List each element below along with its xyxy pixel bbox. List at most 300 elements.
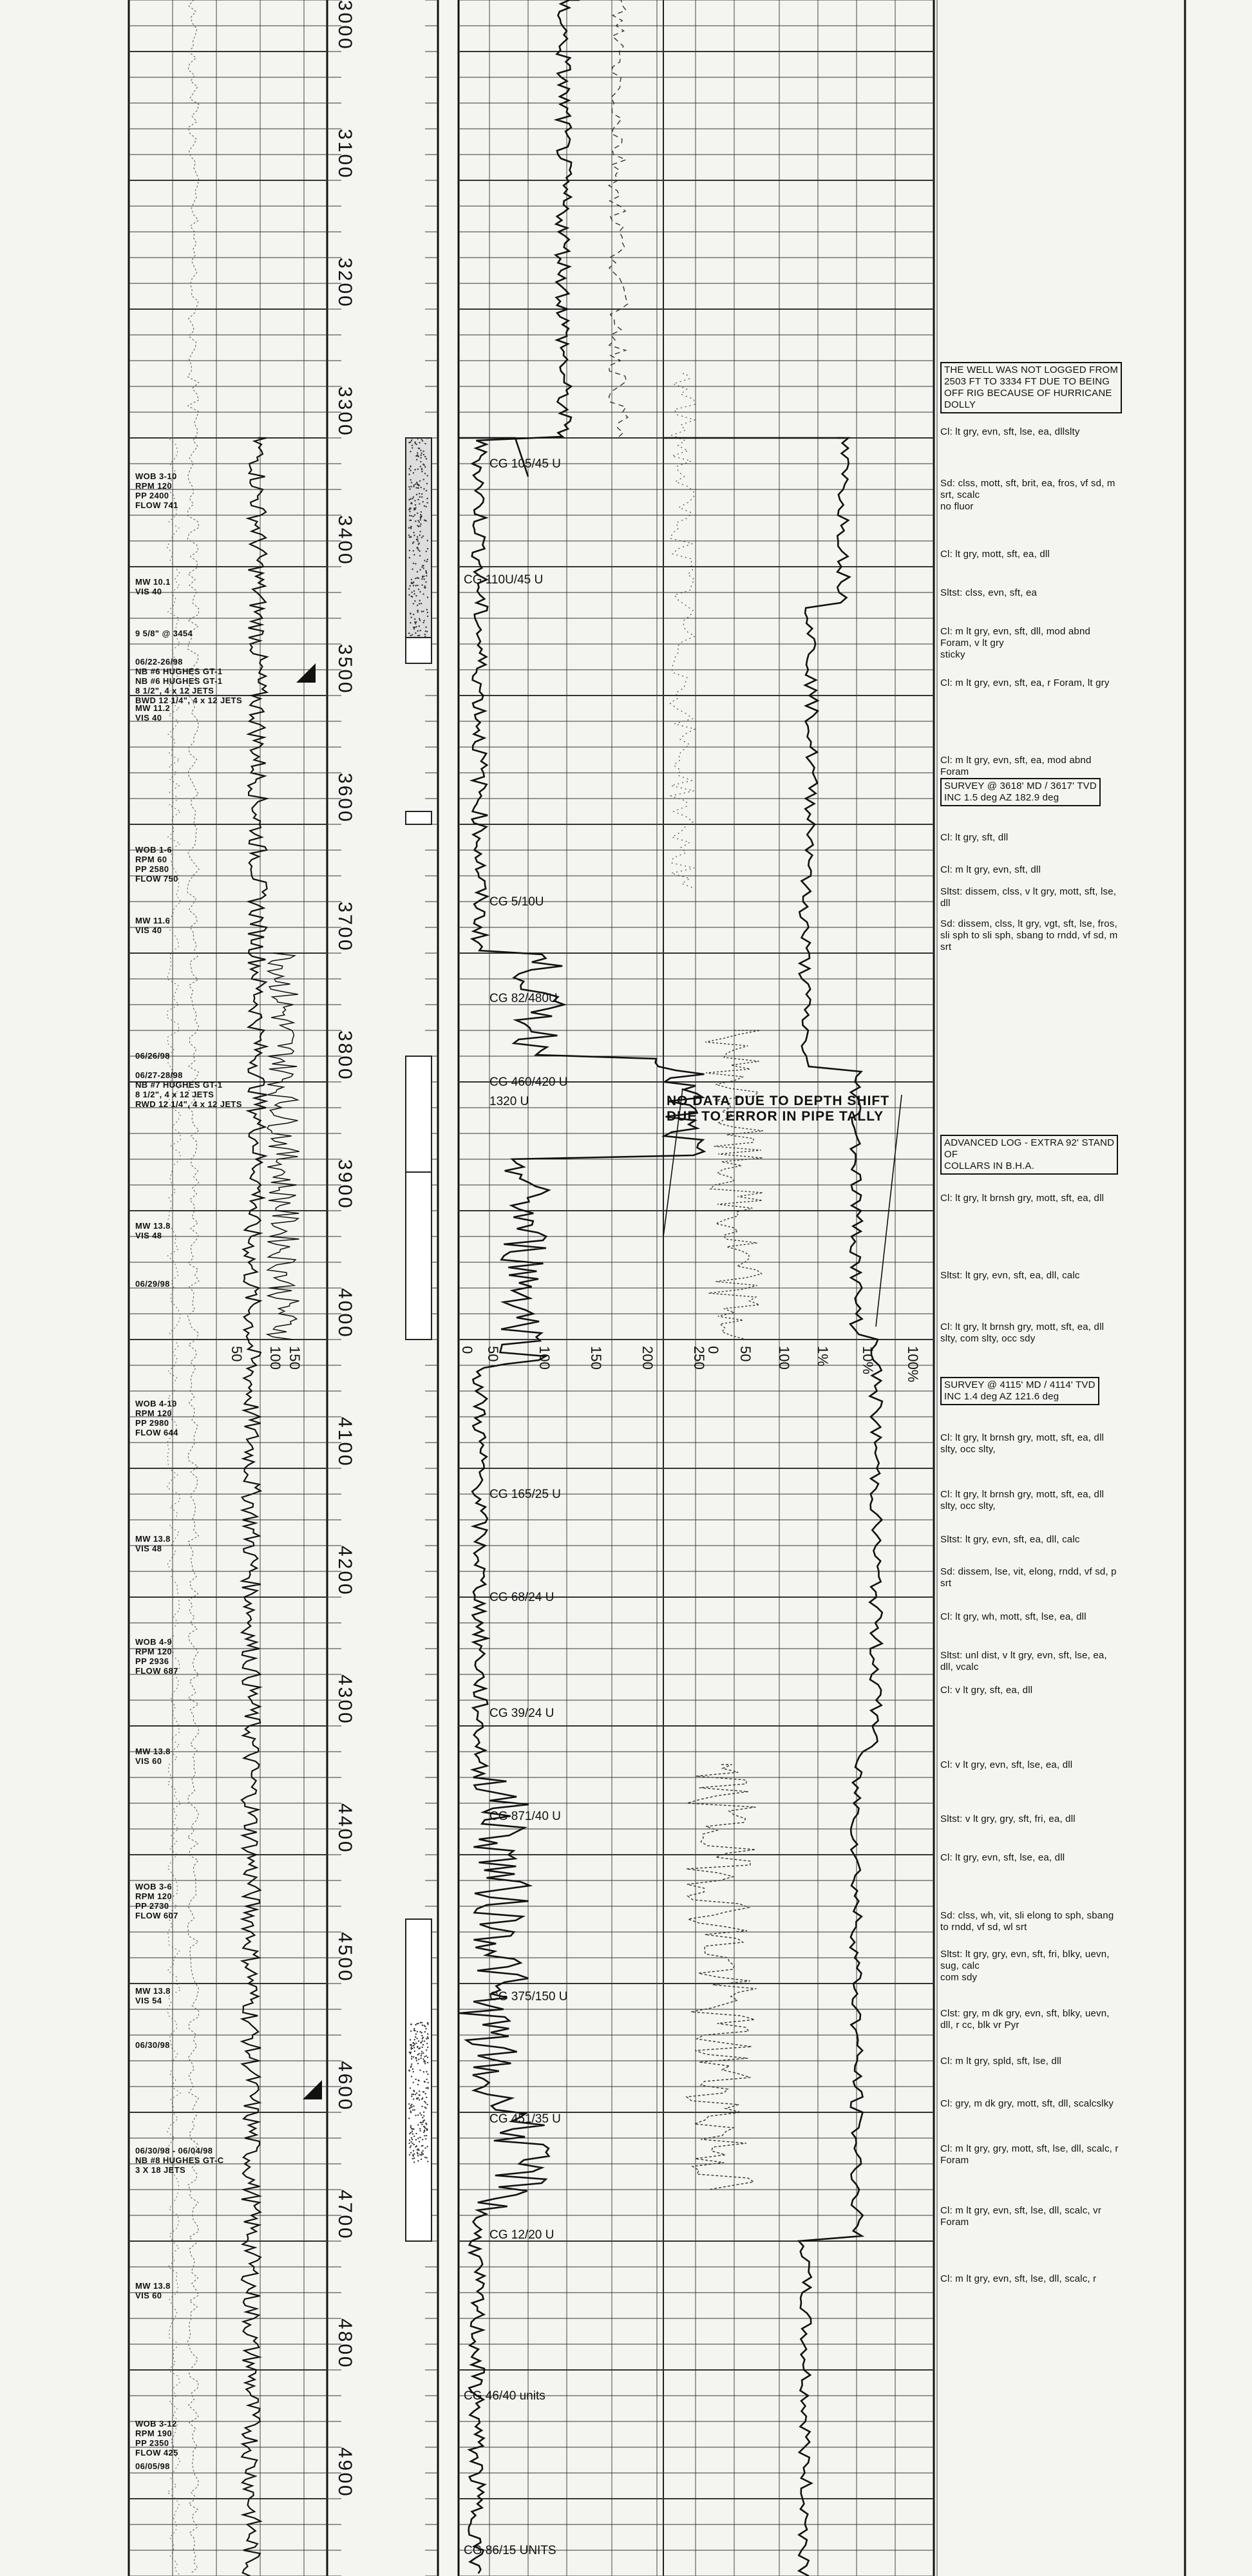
depth-label: 4500 bbox=[334, 1932, 356, 1983]
sand-dot bbox=[411, 2045, 412, 2047]
sand-dot bbox=[415, 2094, 416, 2095]
sand-dot bbox=[424, 585, 426, 587]
sand-dot bbox=[422, 2040, 423, 2041]
sand-dot bbox=[412, 516, 413, 517]
sand-dot bbox=[417, 513, 418, 514]
sand-dot bbox=[422, 2024, 423, 2025]
sand-dot bbox=[424, 2026, 426, 2027]
sand-dot bbox=[419, 2099, 420, 2100]
depth-label: 3800 bbox=[334, 1030, 356, 1081]
sand-dot bbox=[422, 621, 424, 623]
sand-dot bbox=[424, 2031, 426, 2032]
lithology-description: Sd: clss, mott, sft, brit, ea, fros, vf sd, m srt, scalc no fluor bbox=[940, 478, 1115, 512]
lithology-description: Cl: v lt gry, sft, ea, dll bbox=[940, 1685, 1033, 1696]
sand-dot bbox=[408, 588, 410, 589]
sand-dot bbox=[408, 2070, 410, 2071]
sand-dot bbox=[426, 609, 428, 611]
sand-dot bbox=[412, 498, 413, 499]
gas-reading-label: CG 110U/45 U bbox=[464, 573, 544, 587]
sand-dot bbox=[415, 507, 416, 508]
engineering-note: 06/30/98 bbox=[135, 2040, 170, 2050]
sand-dot bbox=[417, 2155, 419, 2156]
sand-dot bbox=[414, 2039, 415, 2040]
depth-label: 3400 bbox=[334, 515, 356, 566]
lithology-block bbox=[406, 638, 432, 663]
sand-dot bbox=[416, 2092, 417, 2094]
sand-dot bbox=[419, 2090, 420, 2092]
sand-dot bbox=[421, 2055, 422, 2056]
depth-label: 3900 bbox=[334, 1159, 356, 1210]
gas-reading-label: CG 871/40 U bbox=[489, 1810, 561, 1823]
sand-dot bbox=[421, 2022, 422, 2023]
gas-reading-label: CG 165/25 U bbox=[489, 1488, 561, 1501]
depth-label: 3500 bbox=[334, 644, 356, 695]
sand-dot bbox=[410, 2126, 412, 2128]
sand-dot bbox=[424, 2101, 425, 2102]
sand-dot bbox=[410, 585, 411, 587]
sand-dot bbox=[410, 2053, 411, 2054]
sand-dot bbox=[417, 635, 419, 636]
sand-dot bbox=[413, 509, 415, 510]
lithology-description: Sd: dissem, lse, vit, elong, rndd, vf sd, p srt bbox=[940, 1566, 1117, 1589]
sand-dot bbox=[410, 613, 411, 614]
depth-label: 4700 bbox=[334, 2190, 356, 2240]
sand-dot bbox=[409, 2133, 410, 2134]
sand-dot bbox=[417, 2153, 419, 2154]
sand-dot bbox=[426, 561, 427, 562]
sand-dot bbox=[426, 458, 427, 459]
lithology-description: Cl: m lt gry, spld, sft, lse, dll bbox=[940, 2056, 1062, 2067]
sand-dot bbox=[418, 2150, 419, 2151]
sand-dot bbox=[412, 2139, 413, 2140]
sand-dot bbox=[413, 507, 415, 509]
sand-dot bbox=[420, 2022, 421, 2023]
survey-note-box: SURVEY @ 3618' MD / 3617' TVD INC 1.5 deg AZ 182.9 deg bbox=[940, 778, 1101, 806]
sand-dot bbox=[415, 455, 417, 457]
gas-reading-label: CG 86/15 UNITS bbox=[464, 2544, 556, 2557]
sand-dot bbox=[418, 2048, 419, 2049]
sand-dot bbox=[410, 2152, 412, 2153]
lithology-description: Sltst: clss, evn, sft, ea bbox=[940, 587, 1038, 598]
sand-dot bbox=[422, 2058, 424, 2060]
sand-dot bbox=[423, 2132, 424, 2133]
sand-dot bbox=[417, 536, 418, 537]
depth-label: 4400 bbox=[334, 1803, 356, 1854]
sand-dot bbox=[413, 603, 414, 604]
sand-dot bbox=[416, 494, 417, 495]
sand-dot bbox=[413, 2043, 414, 2044]
sand-dot bbox=[425, 2102, 426, 2103]
chrom-scale-label: 100% bbox=[905, 1346, 921, 1383]
sand-dot bbox=[410, 635, 411, 636]
sand-dot bbox=[421, 468, 422, 469]
sand-dot bbox=[422, 2121, 424, 2123]
sand-dot bbox=[413, 2081, 414, 2083]
engineering-note: MW 13.8 VIS 48 bbox=[135, 1221, 171, 1240]
sand-dot bbox=[419, 521, 420, 522]
sand-dot bbox=[415, 2139, 417, 2140]
sand-dot bbox=[417, 2031, 418, 2032]
lithology-description: Cl: m lt gry, evn, sft, lse, dll, scalc, r bbox=[940, 2273, 1097, 2284]
sand-dot bbox=[410, 451, 411, 452]
engineering-note: 06/29/98 bbox=[135, 1279, 170, 1289]
sand-dot bbox=[410, 466, 411, 467]
sand-dot bbox=[412, 447, 413, 448]
sand-dot bbox=[424, 2130, 425, 2132]
sand-dot bbox=[426, 2055, 427, 2056]
sand-dot bbox=[408, 2117, 410, 2119]
sand-dot bbox=[421, 2035, 422, 2036]
sand-dot bbox=[410, 2049, 412, 2050]
sand-dot bbox=[408, 499, 410, 500]
sand-dot bbox=[411, 2063, 412, 2065]
sand-dot bbox=[423, 620, 424, 621]
sand-dot bbox=[419, 2031, 421, 2032]
sand-dot bbox=[417, 2160, 419, 2161]
sand-dot bbox=[426, 2038, 427, 2040]
sand-dot bbox=[427, 596, 428, 598]
sand-dot bbox=[408, 535, 410, 536]
lithology-description: Cl: lt gry, sft, dll bbox=[940, 832, 1009, 843]
sand-dot bbox=[421, 2053, 422, 2054]
sand-dot bbox=[413, 2136, 415, 2137]
sand-dot bbox=[419, 480, 421, 482]
sand-dot bbox=[412, 2069, 413, 2070]
gas-reading-label: CG 5/10U bbox=[489, 895, 544, 909]
sand-dot bbox=[421, 2032, 422, 2033]
sand-dot bbox=[419, 493, 420, 494]
depth-label: 3600 bbox=[334, 773, 356, 824]
sand-dot bbox=[418, 589, 419, 590]
sand-dot bbox=[422, 565, 423, 566]
sand-dot bbox=[414, 600, 415, 601]
gas-reading-label: CG 12/20 U bbox=[489, 2228, 555, 2242]
sand-dot bbox=[410, 536, 412, 537]
sand-dot bbox=[419, 603, 420, 604]
sand-dot bbox=[415, 484, 416, 485]
sand-dot bbox=[426, 498, 428, 499]
sand-dot bbox=[417, 540, 419, 542]
sand-dot bbox=[408, 2103, 410, 2105]
sand-dot bbox=[414, 618, 415, 620]
sand-dot bbox=[424, 634, 426, 635]
gas-scale-label: 50 bbox=[485, 1346, 501, 1362]
chrom-scale-label: 10% bbox=[860, 1346, 876, 1375]
sand-dot bbox=[426, 483, 428, 484]
sand-dot bbox=[413, 2094, 414, 2095]
sand-dot bbox=[422, 440, 423, 441]
sand-dot bbox=[426, 551, 427, 552]
sand-dot bbox=[426, 2146, 428, 2147]
sand-dot bbox=[415, 2043, 417, 2044]
sand-dot bbox=[411, 2128, 412, 2129]
sand-dot bbox=[415, 520, 416, 522]
gas-reading-label: CG 82/480U bbox=[489, 992, 558, 1005]
sand-dot bbox=[426, 490, 427, 491]
lithology-description: Sd: clss, wh, vit, sli elong to sph, sbang to rndd, vf sd, wl srt bbox=[940, 1910, 1114, 1933]
engineering-note: WOB 3-10 RPM 120 PP 2400 FLOW 741 bbox=[135, 471, 178, 510]
sand-dot bbox=[419, 448, 420, 449]
sand-dot bbox=[426, 575, 427, 576]
sand-dot bbox=[418, 544, 419, 545]
sand-dot bbox=[424, 456, 426, 457]
sand-dot bbox=[409, 2052, 410, 2053]
sand-dot bbox=[413, 2045, 414, 2046]
depth-label: 4600 bbox=[334, 2061, 356, 2112]
sand-dot bbox=[423, 2115, 424, 2116]
sand-dot bbox=[424, 560, 425, 561]
sand-dot bbox=[417, 2054, 419, 2055]
engineering-note: WOB 1-6 RPM 60 PP 2580 FLOW 750 bbox=[135, 845, 178, 884]
sand-dot bbox=[421, 497, 422, 498]
sand-dot bbox=[426, 2097, 427, 2098]
sand-dot bbox=[423, 567, 424, 569]
sand-dot bbox=[422, 593, 424, 594]
sand-dot bbox=[425, 630, 426, 632]
methane-curve bbox=[799, 438, 882, 2576]
sand-dot bbox=[419, 496, 421, 497]
sand-dot bbox=[426, 502, 428, 504]
sand-dot bbox=[426, 2104, 428, 2105]
sand-dot bbox=[424, 473, 426, 474]
sand-dot bbox=[419, 503, 420, 504]
engineering-note: 06/30/98 - 06/04/98 NB #8 HUGHES GT-C 3 X 18 JETS bbox=[135, 2146, 224, 2175]
sand-dot bbox=[416, 2038, 417, 2039]
sand-dot bbox=[415, 2115, 416, 2116]
sand-dot bbox=[410, 622, 411, 623]
sand-dot bbox=[424, 2063, 426, 2064]
sand-dot bbox=[409, 515, 410, 516]
sand-dot bbox=[419, 591, 421, 592]
sand-dot bbox=[424, 506, 425, 507]
sand-dot bbox=[424, 466, 426, 468]
sand-dot bbox=[421, 566, 422, 567]
depth-shift-annotation: NO DATA DUE TO DEPTH SHIFT DUE TO ERROR IN PIPE TALLY bbox=[667, 1094, 890, 1124]
sand-dot bbox=[413, 535, 415, 536]
engineering-note: 06/26/98 bbox=[135, 1051, 170, 1061]
sand-dot bbox=[419, 2128, 421, 2129]
engineering-note: MW 11.6 VIS 40 bbox=[135, 916, 171, 935]
gas-reading-label: 1320 U bbox=[489, 1095, 529, 1108]
sand-dot bbox=[411, 2104, 412, 2105]
lithology-description: Cl: m lt gry, evn, sft, dll, mod abnd Foram, v lt gry sticky bbox=[940, 626, 1091, 660]
rop-curve bbox=[242, 438, 267, 2576]
sand-dot bbox=[421, 493, 422, 495]
sand-dot bbox=[423, 576, 424, 577]
gas-reading-label: CG 105/45 U bbox=[489, 457, 561, 471]
sand-dot bbox=[418, 549, 419, 551]
sand-dot bbox=[421, 471, 422, 472]
sand-dot bbox=[414, 500, 415, 501]
sand-dot bbox=[416, 444, 417, 445]
sand-dot bbox=[411, 579, 412, 580]
depth-label: 3200 bbox=[334, 258, 356, 308]
gas-scale-label: 100 bbox=[536, 1346, 553, 1370]
sand-dot bbox=[417, 610, 419, 611]
sand-dot bbox=[424, 2081, 426, 2083]
sand-dot bbox=[418, 526, 419, 527]
sand-dot bbox=[415, 626, 417, 627]
sand-dot bbox=[419, 442, 420, 443]
sand-dot bbox=[425, 2123, 426, 2124]
sand-dot bbox=[410, 2110, 411, 2112]
sand-dot bbox=[426, 2079, 428, 2080]
sand-dot bbox=[420, 524, 421, 525]
sand-dot bbox=[413, 2153, 415, 2154]
sand-dot bbox=[424, 2040, 425, 2041]
sand-dot bbox=[413, 2157, 415, 2159]
gas-reading-label: CG 375/150 U bbox=[489, 1990, 568, 2003]
sand-dot bbox=[411, 2106, 412, 2107]
sand-dot bbox=[410, 2039, 411, 2040]
chrom-scale-label: 100 bbox=[776, 1346, 792, 1370]
sand-dot bbox=[420, 2122, 421, 2123]
sand-dot bbox=[423, 479, 424, 480]
sand-dot bbox=[419, 2141, 420, 2142]
engineering-note: MW 13.8 VIS 54 bbox=[135, 1986, 171, 2005]
sand-dot bbox=[424, 2126, 425, 2127]
sand-dot bbox=[410, 2087, 411, 2088]
sand-dot bbox=[421, 453, 422, 454]
depth-label: 4100 bbox=[334, 1417, 356, 1468]
survey-note-box: THE WELL WAS NOT LOGGED FROM 2503 FT TO 3334 FT DUE TO BEING OFF RIG BECAUSE OF HURRICANE DOLLY bbox=[940, 362, 1122, 413]
sand-dot bbox=[413, 562, 414, 564]
sand-dot bbox=[415, 578, 416, 579]
sand-dot bbox=[411, 2096, 412, 2097]
sand-dot bbox=[419, 519, 421, 520]
sand-dot bbox=[413, 2028, 415, 2029]
lithology-description: Cl: v lt gry, evn, sft, lse, ea, dll bbox=[940, 1759, 1073, 1770]
lithology-description: Sltst: lt gry, evn, sft, ea, dll, calc bbox=[940, 1270, 1080, 1281]
sand-dot bbox=[424, 464, 425, 466]
sand-dot bbox=[412, 2133, 413, 2134]
sand-dot bbox=[414, 621, 415, 623]
lithology-description: Sltst: dissem, clss, v lt gry, mott, sft, lse, dll bbox=[940, 886, 1117, 909]
sand-dot bbox=[421, 2050, 422, 2052]
sand-dot bbox=[417, 2023, 419, 2024]
sand-dot bbox=[413, 550, 414, 551]
sand-dot bbox=[413, 2150, 414, 2152]
sand-dot bbox=[410, 2141, 412, 2143]
sand-dot bbox=[417, 488, 419, 489]
survey-note-box: SURVEY @ 4115' MD / 4114' TVD INC 1.4 deg AZ 121.6 deg bbox=[940, 1377, 1099, 1405]
sand-dot bbox=[422, 2139, 423, 2140]
sand-dot bbox=[409, 557, 410, 558]
sand-dot bbox=[411, 2058, 412, 2060]
sand-dot bbox=[410, 2023, 412, 2025]
sand-dot bbox=[419, 531, 421, 532]
sand-dot bbox=[427, 612, 428, 613]
sand-dot bbox=[424, 578, 425, 580]
sand-dot bbox=[419, 2112, 421, 2114]
sand-dot bbox=[421, 439, 422, 440]
sand-dot bbox=[410, 616, 412, 618]
lithology-description: Cl: m lt gry, evn, sft, ea, r Foram, lt gry bbox=[940, 677, 1110, 688]
sand-dot bbox=[422, 611, 424, 612]
gas-reading-label: CG 68/24 U bbox=[489, 1591, 555, 1604]
dxc-curve bbox=[167, 438, 181, 2576]
depth-label: 3100 bbox=[334, 129, 356, 180]
sand-dot bbox=[414, 2030, 415, 2031]
sand-dot bbox=[421, 2106, 422, 2107]
sand-dot bbox=[422, 2091, 424, 2092]
sand-dot bbox=[412, 444, 413, 446]
sand-dot bbox=[415, 2024, 416, 2025]
sand-dot bbox=[409, 468, 410, 469]
sand-dot bbox=[423, 488, 424, 489]
engineering-note: 06/27-28/98 NB #7 HUGHES GT-1 8 1/2", 4 x 12 JETS RWD 12 1/4", 4 x 12 JETS bbox=[135, 1070, 242, 1109]
depth-label: 4900 bbox=[334, 2447, 356, 2498]
sand-dot bbox=[419, 630, 421, 631]
rop-curve bbox=[267, 953, 299, 1340]
sand-dot bbox=[426, 630, 428, 632]
gas-scale-label: 0 bbox=[459, 1346, 475, 1354]
engineering-note: MW 11.2 VIS 40 bbox=[135, 703, 171, 723]
sand-dot bbox=[425, 520, 426, 521]
sand-dot bbox=[417, 452, 418, 453]
sand-dot bbox=[427, 2161, 428, 2162]
sand-dot bbox=[409, 2139, 410, 2141]
lithology-description: Cl: m lt gry, gry, mott, sft, lse, dll, scalc, r Foram bbox=[940, 2143, 1119, 2166]
sand-dot bbox=[422, 576, 423, 577]
sand-dot bbox=[409, 511, 410, 512]
sand-dot bbox=[410, 2067, 412, 2068]
sand-dot bbox=[415, 2146, 416, 2147]
lithology-description: Cl: lt gry, evn, sft, lse, ea, dll bbox=[940, 1852, 1065, 1863]
sand-dot bbox=[422, 2117, 423, 2118]
sand-dot bbox=[424, 2056, 425, 2057]
sand-dot bbox=[413, 542, 414, 543]
sand-dot bbox=[413, 628, 415, 629]
sand-dot bbox=[425, 2138, 426, 2139]
sand-dot bbox=[410, 486, 412, 487]
sand-dot bbox=[415, 623, 416, 624]
lithology-description: Cl: m lt gry, evn, sft, ea, mod abnd Foram bbox=[940, 755, 1092, 777]
sand-dot bbox=[421, 2152, 422, 2153]
sand-dot bbox=[419, 625, 420, 627]
sand-dot bbox=[422, 535, 424, 536]
lithology-description: Cl: lt gry, evn, sft, lse, ea, dllslty bbox=[940, 426, 1080, 437]
sand-dot bbox=[423, 2112, 424, 2113]
sand-dot bbox=[419, 2137, 421, 2138]
engineering-note: 06/22-26/98 NB #6 HUGHES GT-1 NB #6 HUGHES GT-1 8 1/2", 4 x 12 JETS BWD 12 1/4", 4 x 12 JETS bbox=[135, 657, 243, 705]
lithology-description: Cl: lt gry, lt brnsh gry, mott, sft, ea, dll slty, occ slty, bbox=[940, 1489, 1105, 1511]
sand-dot bbox=[417, 2063, 419, 2064]
sand-dot bbox=[425, 570, 426, 571]
lithology-description: Cl: gry, m dk gry, mott, sft, dll, scalcslky bbox=[940, 2098, 1114, 2109]
sand-dot bbox=[420, 466, 421, 467]
sand-dot bbox=[413, 2128, 414, 2130]
sand-dot bbox=[421, 2145, 422, 2146]
sand-dot bbox=[424, 2147, 426, 2148]
sand-dot bbox=[422, 501, 424, 502]
gas-scale-label: 150 bbox=[588, 1346, 604, 1370]
sand-dot bbox=[417, 468, 419, 469]
sand-dot bbox=[421, 2124, 422, 2125]
sand-dot bbox=[427, 2062, 428, 2063]
sand-dot bbox=[413, 614, 414, 615]
sand-dot bbox=[417, 2047, 418, 2048]
sand-dot bbox=[412, 2071, 413, 2072]
sand-dot bbox=[413, 484, 415, 486]
sand-dot bbox=[428, 2038, 429, 2039]
sand-dot bbox=[410, 2031, 412, 2032]
sand-dot bbox=[415, 595, 417, 596]
sand-dot bbox=[409, 550, 410, 551]
sand-dot bbox=[415, 2036, 416, 2038]
lithology-description: Sltst: unl dist, v lt gry, evn, sft, lse, ea, dll, vcalc bbox=[940, 1650, 1107, 1672]
engineering-note: WOB 3-12 RPM 190 PP 2350 FLOW 425 bbox=[135, 2419, 178, 2458]
